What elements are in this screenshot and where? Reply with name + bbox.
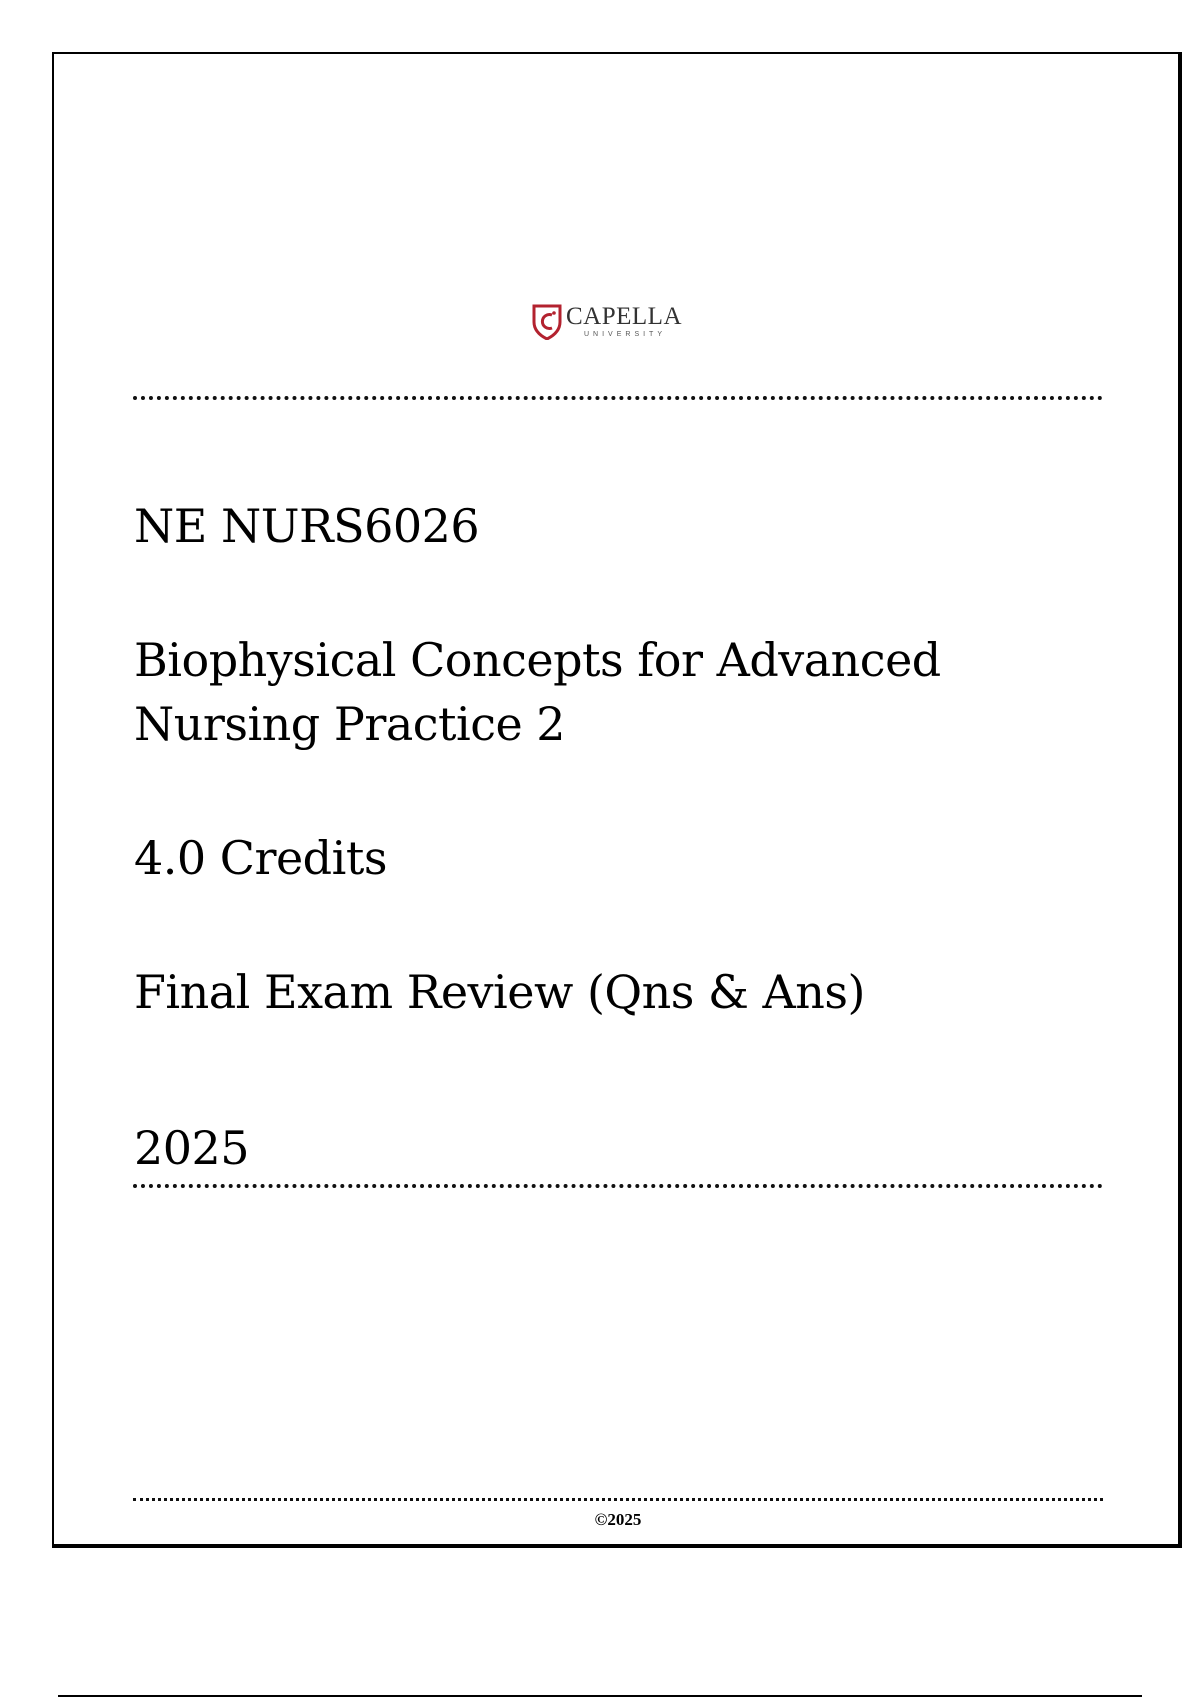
capella-university-logo [532, 304, 682, 340]
logo-name: CAPELLA [566, 303, 682, 330]
copyright-notice: ©2025 [594, 1510, 642, 1529]
bottom-rule [58, 1695, 1142, 1697]
credits: 4.0 Credits [134, 831, 387, 885]
middle-dotted-divider [133, 1184, 1103, 1188]
course-code: NE NURS6026 [134, 499, 480, 553]
document-type: Final Exam Review (Qns & Ans) [134, 965, 865, 1019]
page-frame [52, 52, 1182, 1548]
top-dotted-divider [133, 396, 1103, 400]
footer-dotted-divider [133, 1498, 1103, 1501]
course-title-line-1: Biophysical Concepts for Advanced [134, 633, 941, 687]
logo-subtitle: UNIVERSITY [584, 331, 667, 338]
year: 2025 [134, 1121, 250, 1175]
capella-shield-icon [532, 304, 562, 340]
course-title-line-2: Nursing Practice 2 [134, 697, 566, 751]
